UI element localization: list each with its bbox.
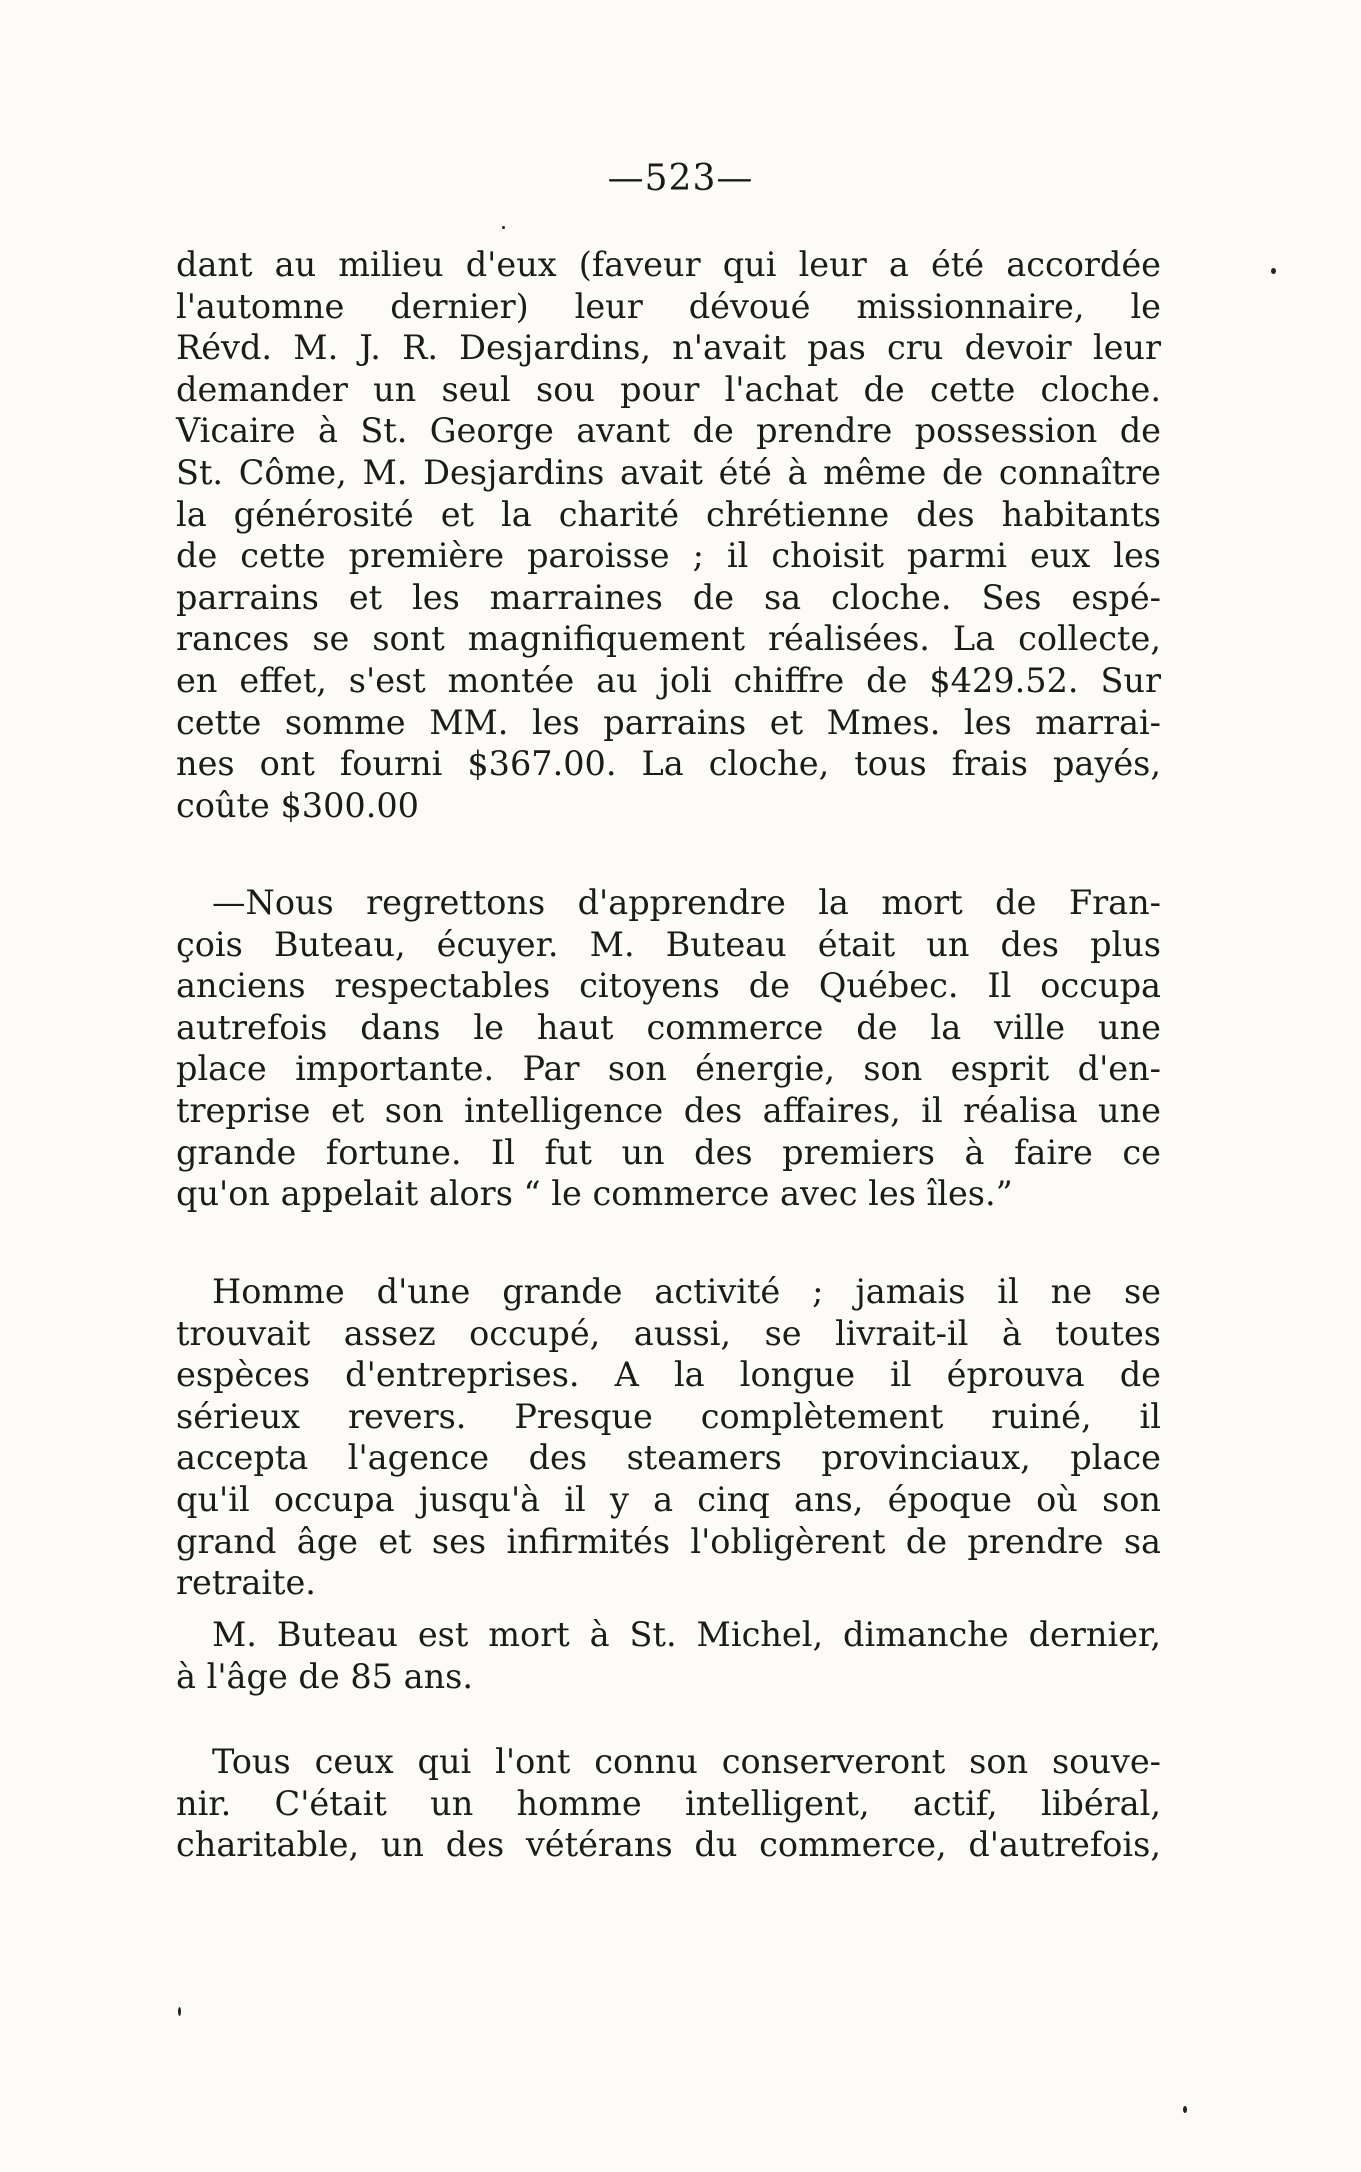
text-line: grande fortune. Il fut un des premiers à faire ce (176, 1132, 1161, 1172)
text-line: qu'il occupa jusqu'à il y a cinq ans, époque où son (176, 1479, 1161, 1519)
text-line: grand âge et ses infirmités l'obligèrent de prendre sa (176, 1521, 1161, 1561)
text-line: çois Buteau, écuyer. M. Buteau était un des plus (176, 924, 1161, 964)
text-line: en effet, s'est montée au joli chiffre de $429.52. Sur (176, 660, 1161, 700)
text-line: parrains et les marraines de sa cloche. Ses espé- (176, 577, 1161, 617)
text-line: sérieux revers. Presque complètement ruiné, il (176, 1396, 1161, 1436)
text-line: M. Buteau est mort à St. Michel, dimanche dernier, (212, 1615, 1161, 1654)
text-line: à l'âge de 85 ans. (176, 1656, 474, 1696)
ink-speck (1271, 268, 1276, 274)
text-line: charitable, un des vétérans du commerce, d'autrefois, (176, 1825, 1161, 1865)
text-line: de cette première paroisse ; il choisit parmi eux les (176, 536, 1161, 576)
text-line: nir. C'était un homme intelligent, actif, libéral, (176, 1783, 1161, 1823)
ink-speck (178, 2007, 181, 2016)
text-line: qu'on appelait alors “ le commerce avec les îles.” (176, 1174, 1013, 1214)
text-line: l'automne dernier) leur dévoué missionnaire, le (176, 286, 1161, 326)
text-line: nes ont fourni $367.00. La cloche, tous frais payés, (176, 744, 1161, 784)
text-line: accepta l'agence des steamers provinciaux, place (176, 1438, 1161, 1478)
text-line: autrefois dans le haut commerce de la ville une (176, 1007, 1161, 1047)
text-line: retraite. (176, 1563, 316, 1603)
text-line: place importante. Par son énergie, son esprit d'en- (176, 1049, 1161, 1089)
page-number: —523— (607, 158, 754, 199)
text-line: Vicaire à St. George avant de prendre possession de (176, 411, 1161, 451)
paragraph-church-bell (176, 244, 1161, 826)
text-line: coûte $300.00 (176, 785, 419, 825)
text-line: rances se sont magnifiquement réalisées. La collecte, (176, 619, 1161, 659)
paragraph-activity (176, 1271, 1161, 1604)
text-line: dant au milieu d'eux (faveur qui leur a été accordée (176, 245, 1161, 284)
text-line: St. Côme, M. Desjardins avait été à même de connaître (176, 452, 1161, 492)
text-line: demander un seul sou pour l'achat de cette cloche. (176, 369, 1161, 409)
text-line: cette somme MM. les parrains et Mmes. les marrai- (176, 702, 1161, 742)
text-line: la générosité et la charité chrétienne des habitants (176, 494, 1161, 534)
paragraph-remembrance (176, 1741, 1161, 1866)
text-line: trouvait assez occupé, aussi, se livrait-il à toutes (176, 1313, 1161, 1353)
text-line: anciens respectables citoyens de Québec. Il occupa (176, 966, 1161, 1006)
text-line: Homme d'une grande activité ; jamais il ne se (212, 1272, 1161, 1311)
ink-speck (502, 226, 505, 229)
text-line: Révd. M. J. R. Desjardins, n'avait pas cru devoir leur (176, 328, 1161, 368)
text-line: treprise et son intelligence des affaires, il réalisa une (176, 1090, 1161, 1130)
ink-speck (1183, 2106, 1187, 2113)
paragraph-death (176, 1614, 1161, 1697)
text-line: Tous ceux qui l'ont connu conserveront son souve- (212, 1742, 1161, 1781)
text-line: —Nous regrettons d'apprendre la mort de Fran- (212, 883, 1161, 922)
paragraph-obituary-intro (176, 882, 1161, 1215)
text-line: espèces d'entreprises. A la longue il éprouva de (176, 1355, 1161, 1395)
